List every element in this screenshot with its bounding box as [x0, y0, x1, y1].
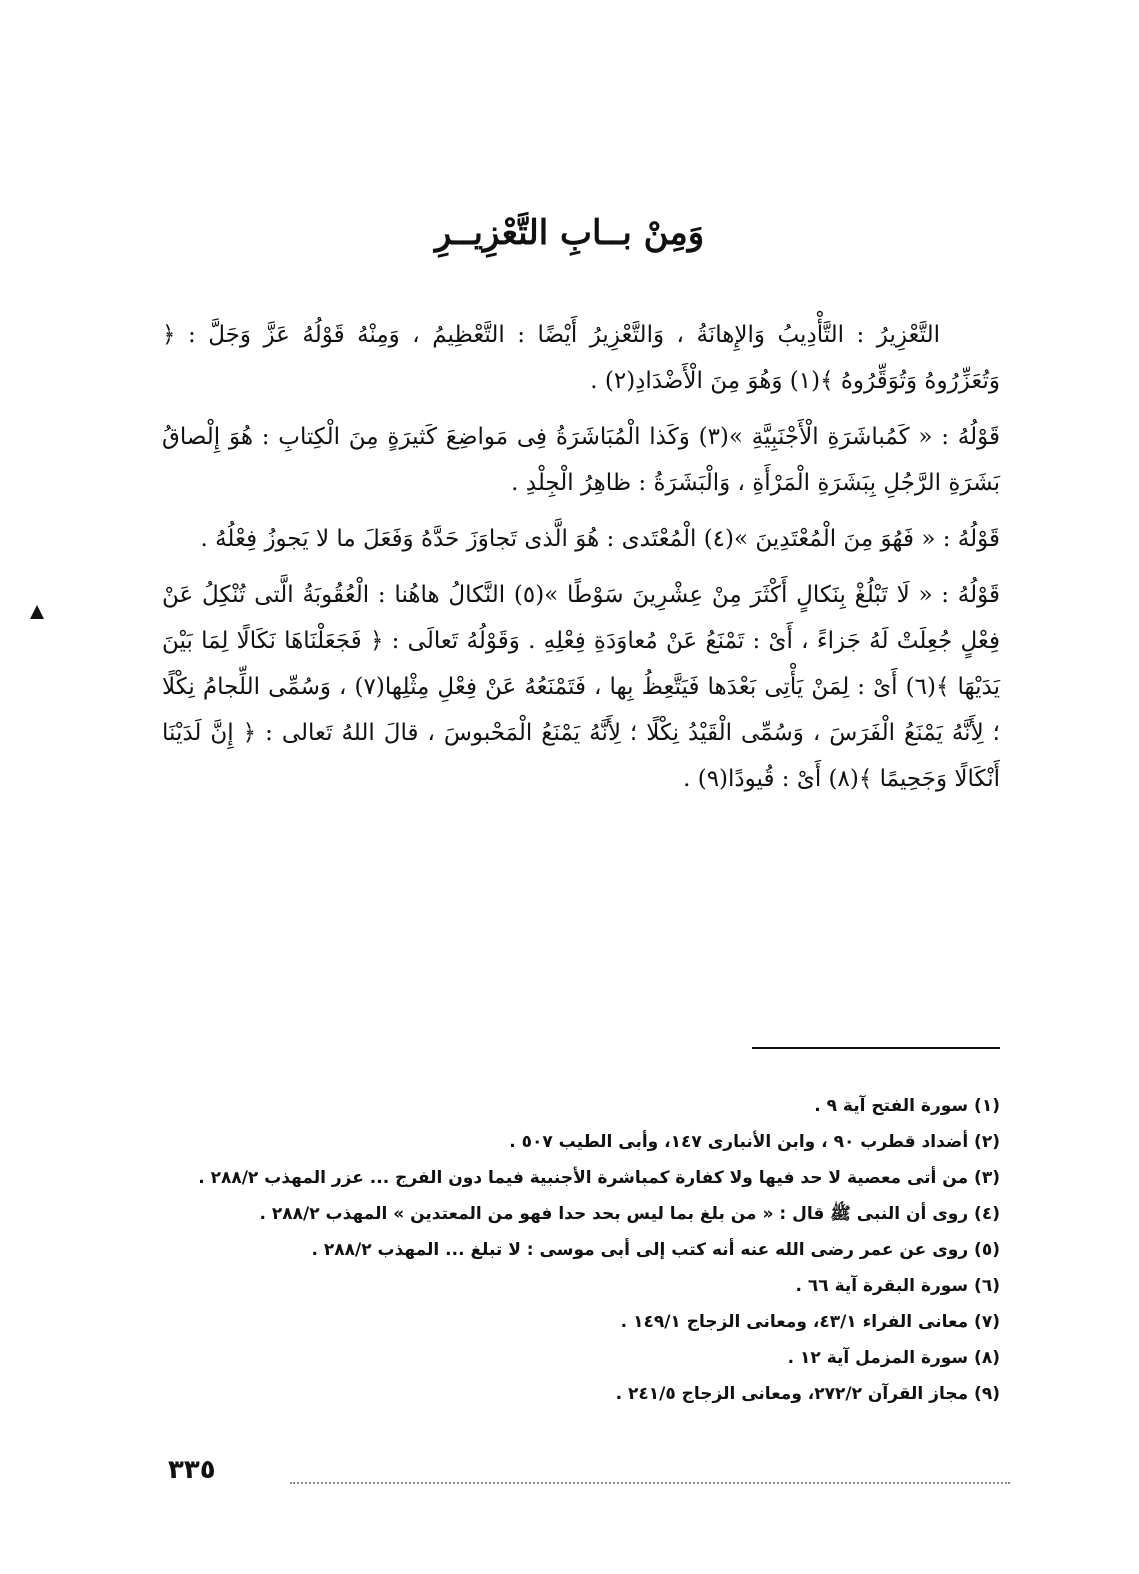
footnote-9: (٩) مجاز القرآن ٢٧٢/٢، ومعانى الزجاج ٢٤١/٥ . — [615, 1384, 1000, 1404]
scan-artifact-line — [290, 1482, 1010, 1484]
paragraph-nakal: قَوْلُهُ : « لَا تَبْلُغْ بِنَكالٍ أَكْثَرَ مِنْ عِشْرِينَ سَوْطًا »(٥) النَّكالُ هاهُنا : الْعُقُوبَةُ الَّتى تُنْكِلُ عَنْ فِعْلٍ جُعِلَتْ لَهُ جَزاءً ، أَىْ : تَمْنَعُ عَنْ مُعاوَدَةِ فِعْلِهِ . وَقَوْلُهُ تَعالَى : ﴿ فَجَعَلْنَاهَا نَكَالًا لِمَا بَيْنَ يَدَيْهَا ﴾(٦) أَىْ : لِمَنْ يَأْتِى بَعْدَها فَيَتَّعِظُ بِها ، فَتَمْنَعُهُ عَنْ فِعْلِ مِثْلِها(٧) ، وَسُمِّى اللِّجامُ نِكْلًا ؛ لِأَنَّهُ يَمْنَعُ الْفَرَسَ ، وَسُمِّى الْقَيْدُ نِكْلًا ؛ لِأَنَّهُ يَمْنَعُ الْمَحْبوسَ ، قالَ اللهُ تَعالى : ﴿ إِنَّ لَدَيْنَا أَنْكَالًا وَجَحِيمًا ﴾(٨) أَىْ : قُيودًا(٩) . — [162, 582, 1000, 792]
paragraph-mubashara: قَوْلُهُ : « كَمُباشَرَةِ الْأَجْنَبِيَّةِ »(٣) وَكَذا الْمُبَاشَرَةُ فِى مَواضِعَ كَثيرَةٍ مِنَ الْكِتابِ : هُوَ إِلْصاقُ بَشَرَةِ الرَّجُلِ بِبَشَرَةِ الْمَرْأَةِ ، وَالْبَشَرَةُ : ظاهِرُ الْجِلْدِ . — [162, 424, 1000, 496]
main-text — [162, 312, 1000, 812]
footnote-5: (٥) روى عن عمر رضى الله عنه أنه كتب إلى أبى موسى : لا تبلغ ... المهذب ٢٨٨/٢ . — [311, 1240, 1000, 1260]
footnote-divider — [752, 1047, 1000, 1049]
footnote-2: (٢) أضداد قطرب ٩٠ ، وابن الأنبارى ١٤٧، وأبى الطيب ٥٠٧ . — [509, 1132, 1000, 1152]
footnote-6: (٦) سورة البقرة آية ٦٦ . — [795, 1276, 1000, 1296]
paragraph-mu-tadin: قَوْلُهُ : « فَهُوَ مِنَ الْمُعْتَدِينَ »(٤) الْمُعْتَدى : هُوَ الَّذى تَجاوَزَ حَدَّهُ وَفَعَلَ ما لا يَجوزُ فِعْلُهُ . — [200, 526, 1000, 552]
footnote-4: (٤) روى أن النبى ﷺ قال : « من بلغ بما ليس بحد حدا فهو من المعتدين » المهذب ٢٨٨/٢ . — [259, 1204, 1000, 1224]
footnote-1: (١) سورة الفتح آية ٩ . — [814, 1096, 1000, 1116]
footnotes-list — [140, 1088, 1000, 1412]
footnote-3: (٣) من أتى معصية لا حد فيها ولا كفارة كمباشرة الأجنبية فيما دون الفرج ... عزر المهذب ٢٨٨/٢ . — [198, 1168, 1000, 1188]
page-number: ٣٣٥ — [168, 1455, 216, 1485]
footnote-8: (٨) سورة المزمل آية ١٢ . — [787, 1348, 1000, 1368]
paragraph-ta-zir-definition: التَّعْزِيرُ : التَّأْدِيبُ وَالإِهانَةُ ، وَالتَّعْزِيرُ أَيْضًا : التَّعْظِيمُ ، وَمِنْهُ قَوْلُهُ عَزَّ وَجَلَّ : ﴿ وَتُعَزِّرُوهُ وَتُوَقِّرُوهُ ﴾(١) وَهُوَ مِنَ الْأَضْدَادِ(٢) . — [162, 322, 1000, 394]
margin-arrow-icon — [30, 605, 44, 619]
chapter-title: وَمِنْ بــابِ التَّعْزِيــرِ — [434, 213, 705, 253]
footnote-7: (٧) معانى الفراء ٤٣/١، ومعانى الزجاج ١٤٩/١ . — [620, 1312, 1000, 1332]
